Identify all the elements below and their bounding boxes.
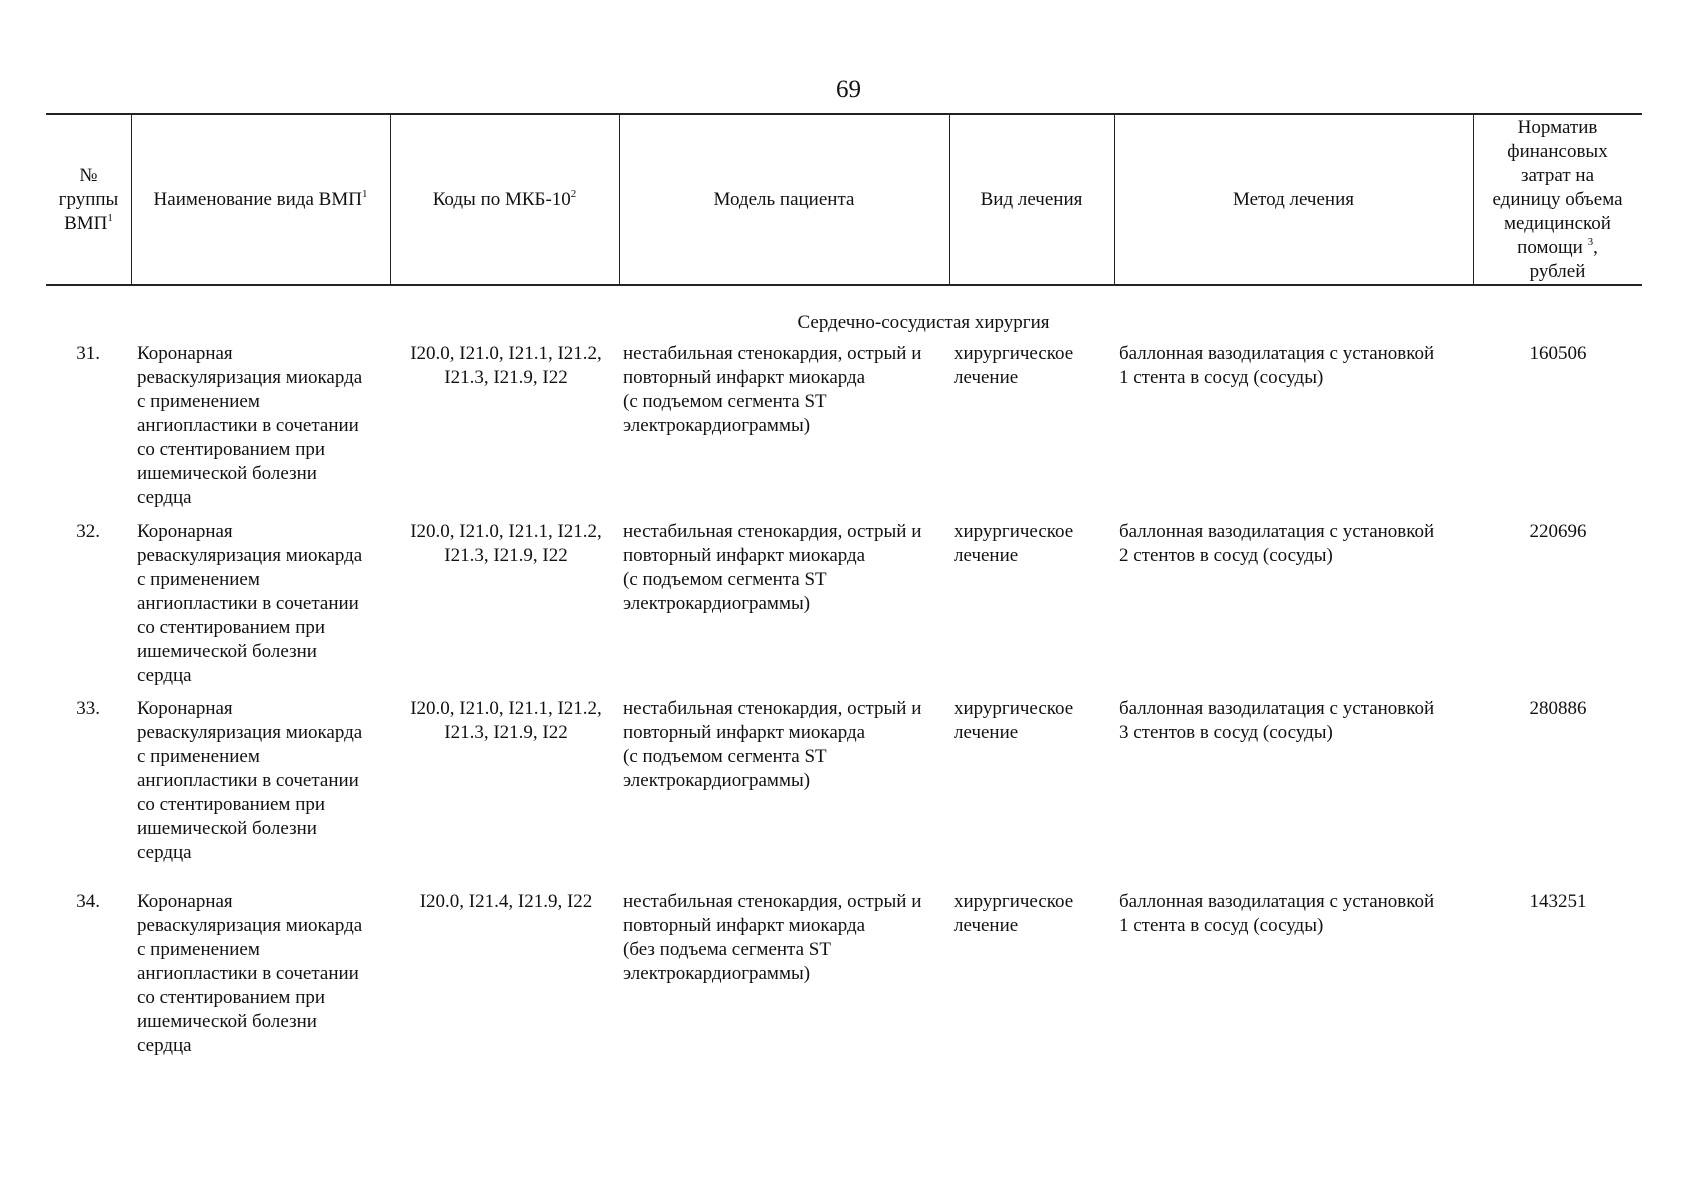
treatment-type: хирургическое лечение [954,343,1074,388]
patient-model: нестабильная стенокардия, острый и повторный инфаркт миокарда (с подъемом сегмента ST электрокардиограммы) [623,698,922,791]
row-number: 32. [76,521,100,542]
page-number: 69 [836,76,861,103]
treatment-type: хирургическое лечение [954,698,1074,743]
treatment-method: баллонная вазодилатация с установкой 1 стента в сосуд (сосуды) [1119,891,1435,936]
row-number: 33. [76,698,100,719]
header-group-number: № группы ВМП$^1$ [58,164,119,234]
icd-codes: I20.0, I21.0, I21.1, I21.2, I21.3, I21.9, I22 [410,521,602,566]
icd-codes: I20.0, I21.4, I21.9, I22 [419,891,593,912]
treatment-type: хирургическое лечение [954,521,1074,566]
vmp-name: Коронарная реваскуляризация миокарда с применением ангиопластики в сочетании со стентированием при ишемической болезни сердца [137,343,363,508]
header-vmp-name: Наименование вида ВМП$^1$ [153,187,368,210]
header-icd-codes: Коды по МКБ-$10^2$ [432,187,577,210]
patient-model: нестабильная стенокардия, острый и повторный инфаркт миокарда (с подъемом сегмента ST электрокардиограммы) [623,343,922,436]
header-treatment-method: Метод лечения [1232,188,1354,210]
vmp-name: Коронарная реваскуляризация миокарда с применением ангиопластики в сочетании со стентированием при ишемической болезни сердца [137,698,363,863]
treatment-method: баллонная вазодилатация с установкой 3 стентов в сосуд (сосуды) [1119,698,1435,743]
icd-codes: I20.0, I21.0, I21.1, I21.2, I21.3, I21.9, I22 [410,698,602,743]
cost-value: 160506 [1529,343,1587,364]
row-number: 31. [76,343,100,364]
treatment-method: баллонная вазодилатация с установкой 1 стента в сосуд (сосуды) [1119,343,1435,388]
vmp-name: Коронарная реваскуляризация миокарда с применением ангиопластики в сочетании со стентированием при ишемической болезни сердца [137,521,363,686]
header-treatment-type: Вид лечения [980,188,1083,210]
cost-value: 220696 [1529,521,1587,542]
header-cost-standard: Норматив финансовых затрат на единицу объема медицинской помощи $^3$, рублей [1492,116,1623,282]
patient-model: нестабильная стенокардия, острый и повторный инфаркт миокарда (с подъемом сегмента ST электрокардиограммы) [623,521,922,614]
row-number: 34. [76,891,100,912]
treatment-type: хирургическое лечение [954,891,1074,936]
icd-codes: I20.0, I21.0, I21.1, I21.2, I21.3, I21.9, I22 [410,343,602,388]
cost-value: 280886 [1529,698,1587,719]
section-title: Сердечно-сосудистая хирургия [797,312,1050,333]
patient-model: нестабильная стенокардия, острый и повторный инфаркт миокарда (без подъема сегмента ST электрокардиограммы) [623,891,922,984]
cost-value: 143251 [1529,891,1587,912]
vmp-name: Коронарная реваскуляризация миокарда с применением ангиопластики в сочетании со стентированием при ишемической болезни сердца [137,891,363,1056]
header-patient-model: Модель пациента [713,188,855,210]
treatment-method: баллонная вазодилатация с установкой 2 стентов в сосуд (сосуды) [1119,521,1435,566]
